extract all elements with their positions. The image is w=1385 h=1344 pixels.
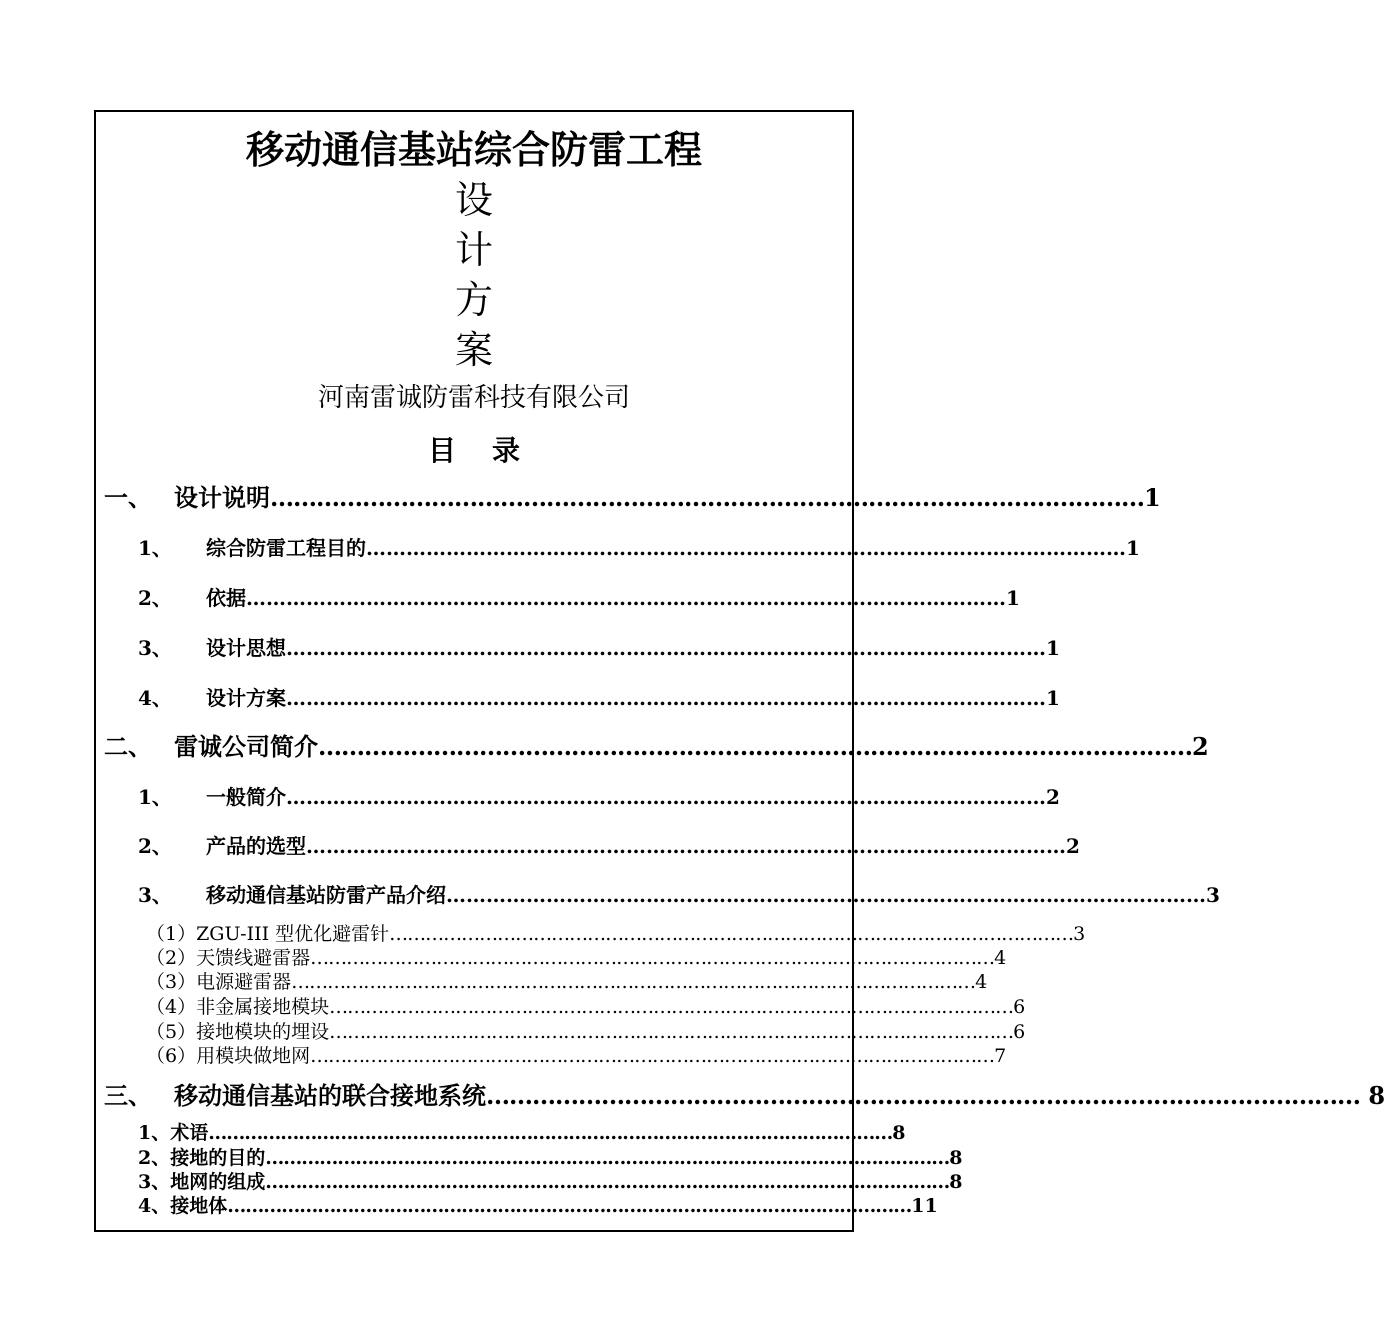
item-number: 2、 bbox=[138, 586, 172, 610]
section-title: 雷诚公司简介 bbox=[174, 732, 318, 761]
page-number: 6 bbox=[1013, 996, 1026, 1018]
item-title: 一般简介 bbox=[206, 785, 286, 809]
item-title: 依据 bbox=[206, 586, 246, 610]
section-title: 移动通信基站的联合接地系统 bbox=[174, 1081, 486, 1110]
dot-leader: …………………………………………………………………………………………………… bbox=[389, 923, 1074, 945]
page-number: 1 bbox=[1046, 636, 1060, 660]
subitem-title: （1）ZGU-III 型优化避雷针 bbox=[146, 923, 390, 945]
dot-leader: …………………………………………………………………………………………………… bbox=[208, 1122, 893, 1144]
toc-item-3-3[interactable] bbox=[138, 1170, 963, 1194]
dot-leader: …………………………………………………………………………………………………… bbox=[265, 1171, 950, 1193]
toc-subitem-5[interactable] bbox=[146, 1020, 1026, 1044]
section-title: 设计说明 bbox=[174, 483, 270, 512]
toc-subitem-6[interactable] bbox=[146, 1044, 1007, 1068]
toc-item-2-1[interactable] bbox=[138, 783, 1060, 811]
toc-section-1[interactable] bbox=[104, 482, 1161, 514]
item-title: 1、术语 bbox=[138, 1122, 209, 1144]
page-number: 1 bbox=[1126, 536, 1140, 560]
item-title: 设计方案 bbox=[206, 686, 286, 710]
title-char-3: 方 bbox=[454, 278, 493, 322]
dot-leader: …………………………………………………………………………………………………… bbox=[306, 834, 1066, 858]
item-number: 1、 bbox=[138, 785, 172, 809]
dot-leader: …………………………………………………………………………………………………… bbox=[265, 1147, 950, 1169]
subitem-title: （5）接地模块的埋设 bbox=[146, 1021, 330, 1043]
company-name: 河南雷诚防雷科技有限公司 bbox=[317, 383, 630, 413]
toc-item-1-4[interactable] bbox=[138, 684, 1060, 712]
page-number: 8 bbox=[949, 1171, 963, 1193]
page-number: 8 bbox=[892, 1122, 906, 1144]
item-title: 4、接地体 bbox=[138, 1195, 228, 1217]
item-number: 3、 bbox=[138, 883, 172, 907]
dot-leader: …………………………………………………………………………………………………… bbox=[286, 686, 1046, 710]
section-number: 一、 bbox=[104, 483, 152, 512]
page-number: 1 bbox=[1006, 586, 1020, 610]
section-number: 三、 bbox=[104, 1081, 152, 1110]
page-number: 3 bbox=[1073, 923, 1086, 945]
page-number: 7 bbox=[994, 1045, 1007, 1067]
item-title: 产品的选型 bbox=[206, 834, 306, 858]
toc-item-3-2[interactable] bbox=[138, 1146, 963, 1170]
dot-leader: …………………………………………………………………………………………………… bbox=[329, 996, 1014, 1018]
toc-subitem-3[interactable] bbox=[146, 970, 988, 994]
dot-leader: …………………………………………………………………………………………………… bbox=[227, 1195, 912, 1217]
toc-section-2[interactable] bbox=[104, 731, 1209, 763]
dot-leader: …………………………………………………………………………………………………… bbox=[310, 947, 995, 969]
dot-leader: …………………………………………………………………………………………………… bbox=[270, 483, 1144, 512]
page-number: 4 bbox=[975, 971, 988, 993]
item-number: 3、 bbox=[138, 636, 172, 660]
toc-subitem-2[interactable] bbox=[146, 946, 1007, 970]
item-title: 综合防雷工程目的 bbox=[206, 536, 366, 560]
dot-leader: …………………………………………………………………………………………………… bbox=[486, 1081, 1360, 1110]
toc-item-1-2[interactable] bbox=[138, 584, 1020, 612]
dot-leader: …………………………………………………………………………………………………… bbox=[446, 883, 1206, 907]
item-number: 1、 bbox=[138, 536, 172, 560]
dot-leader: …………………………………………………………………………………………………… bbox=[286, 636, 1046, 660]
toc-item-3-4[interactable] bbox=[138, 1194, 938, 1218]
dot-leader: …………………………………………………………………………………………………… bbox=[246, 586, 1006, 610]
toc-section-3[interactable] bbox=[104, 1080, 1385, 1112]
dot-leader: …………………………………………………………………………………………………… bbox=[286, 785, 1046, 809]
toc-item-2-2[interactable] bbox=[138, 832, 1080, 860]
page-number: 3 bbox=[1206, 883, 1220, 907]
toc-subitem-4[interactable] bbox=[146, 995, 1026, 1019]
document-title: 移动通信基站综合防雷工程 bbox=[245, 128, 702, 172]
toc-heading: 目录 bbox=[427, 434, 556, 467]
dot-leader: …………………………………………………………………………………………………… bbox=[318, 732, 1192, 761]
page-number: 8 bbox=[1360, 1081, 1385, 1110]
title-char-4: 案 bbox=[454, 328, 493, 372]
dot-leader: …………………………………………………………………………………………………… bbox=[329, 1021, 1014, 1043]
title-char-1: 设 bbox=[454, 178, 493, 222]
page-number: 11 bbox=[911, 1195, 938, 1217]
toc-item-3-1[interactable] bbox=[138, 1121, 906, 1145]
item-number: 4、 bbox=[138, 686, 172, 710]
item-title: 3、地网的组成 bbox=[138, 1171, 266, 1193]
item-title: 设计思想 bbox=[206, 636, 286, 660]
toc-subitem-1[interactable] bbox=[146, 922, 1086, 946]
toc-item-1-1[interactable] bbox=[138, 534, 1140, 562]
page-number: 2 bbox=[1192, 732, 1209, 761]
page-number: 8 bbox=[949, 1147, 963, 1169]
section-number: 二、 bbox=[104, 732, 152, 761]
page-number: 6 bbox=[1013, 1021, 1026, 1043]
dot-leader: …………………………………………………………………………………………………… bbox=[310, 1045, 995, 1067]
page-number: 1 bbox=[1144, 483, 1161, 512]
page-number: 1 bbox=[1046, 686, 1060, 710]
item-title: 移动通信基站防雷产品介绍 bbox=[206, 883, 446, 907]
toc-item-1-3[interactable] bbox=[138, 634, 1060, 662]
item-title: 2、接地的目的 bbox=[138, 1147, 266, 1169]
subitem-title: （6）用模块做地网 bbox=[146, 1045, 311, 1067]
title-char-2: 计 bbox=[454, 228, 493, 272]
subitem-title: （4）非金属接地模块 bbox=[146, 996, 330, 1018]
subitem-title: （3）电源避雷器 bbox=[146, 971, 292, 993]
page-number: 2 bbox=[1046, 785, 1060, 809]
item-number: 2、 bbox=[138, 834, 172, 858]
dot-leader: …………………………………………………………………………………………………… bbox=[366, 536, 1126, 560]
dot-leader: …………………………………………………………………………………………………… bbox=[291, 971, 976, 993]
page-number: 4 bbox=[994, 947, 1007, 969]
page-number: 2 bbox=[1066, 834, 1080, 858]
subitem-title: （2）天馈线避雷器 bbox=[146, 947, 311, 969]
toc-item-2-3[interactable] bbox=[138, 881, 1220, 909]
